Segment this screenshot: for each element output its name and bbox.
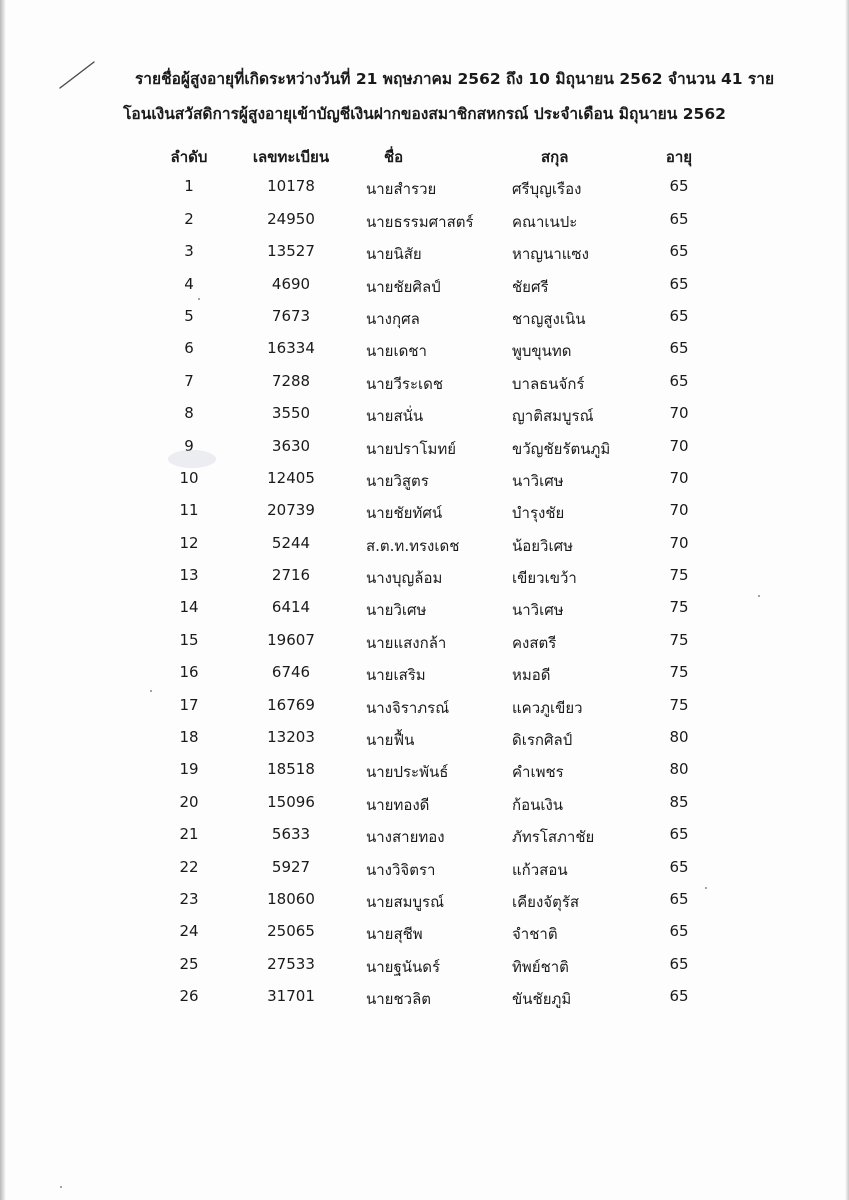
cell-surname: นาวิเศษ xyxy=(512,601,564,620)
cell-surname: คงสตรี xyxy=(512,633,557,652)
cell-age: 65 xyxy=(669,954,689,973)
cell-name: นายแสงกล้า xyxy=(366,633,447,652)
document-title-line-2: โอนเงินสวัสดิการผู้สูงอายุเข้าบัญชีเงินฝากของสมาชิกสหกรณ์ ประจำเดือน มิถุนายน 2562 xyxy=(123,105,726,123)
cell-name: นายสมบูรณ์ xyxy=(366,892,445,911)
elderly-list-table xyxy=(0,145,849,1020)
cell-age: 65 xyxy=(669,987,689,1006)
cell-name: นายวีระเดช xyxy=(366,374,444,393)
cell-surname: ทิพย์ชาติ xyxy=(512,957,569,976)
table-row xyxy=(0,501,849,533)
cell-name: นายชัยทัศน์ xyxy=(366,504,443,523)
cell-name: นายธรรมศาสตร์ xyxy=(366,212,474,231)
column-header-age: อายุ xyxy=(665,148,693,166)
cell-age: 70 xyxy=(669,404,689,423)
table-row xyxy=(0,210,849,242)
table-row xyxy=(0,404,849,436)
table-row xyxy=(0,728,849,760)
table-row xyxy=(0,825,849,857)
cell-no: 13 xyxy=(179,566,199,585)
document-title-line-1: รายชื่อผู้สูงอายุที่เกิดระหว่างวันที่ 21 พฤษภาคม 2562 ถึง 10 มิถุนายน 2562 จำนวน 41 ราย xyxy=(134,70,775,88)
cell-reg: 12405 xyxy=(267,468,315,487)
cell-name: ส.ต.ท.ทรงเดช xyxy=(366,536,460,555)
scan-smudge xyxy=(168,450,216,468)
cell-no: 26 xyxy=(179,987,199,1006)
cell-surname: หาญนาแซง xyxy=(512,245,589,264)
cell-no: 21 xyxy=(179,825,199,844)
table-row xyxy=(0,598,849,630)
cell-name: นายประพันธ์ xyxy=(366,763,449,782)
cell-surname: คณาเนปะ xyxy=(512,212,578,231)
cell-surname: เคียงจัตุรัส xyxy=(512,892,580,911)
cell-name: นายทองดี xyxy=(366,795,430,814)
table-row xyxy=(0,275,849,307)
cell-no: 16 xyxy=(179,663,199,682)
scan-speck xyxy=(705,887,707,889)
cell-no: 18 xyxy=(179,728,199,747)
table-row xyxy=(0,566,849,598)
cell-name: นายปราโมทย์ xyxy=(366,439,457,458)
table-row xyxy=(0,339,849,371)
cell-reg: 24950 xyxy=(267,209,315,228)
cell-reg: 10178 xyxy=(267,177,315,196)
cell-reg: 5244 xyxy=(271,533,311,552)
table-row xyxy=(0,858,849,890)
cell-reg: 18518 xyxy=(267,760,315,779)
cell-reg: 6414 xyxy=(271,598,311,617)
column-header-name: ชื่อ xyxy=(384,148,404,166)
cell-surname: หมอดี xyxy=(512,666,551,685)
cell-reg: 5633 xyxy=(271,825,311,844)
cell-name: นายชัยศิลป์ xyxy=(366,277,441,296)
cell-no: 23 xyxy=(179,889,199,908)
cell-no: 14 xyxy=(179,598,199,617)
table-row xyxy=(0,663,849,695)
cell-age: 65 xyxy=(669,889,689,908)
cell-surname: คำเพชร xyxy=(512,763,564,782)
column-header-surname: สกุล xyxy=(541,148,569,166)
cell-age: 65 xyxy=(669,209,689,228)
cell-surname: แควภูเขียว xyxy=(512,698,583,717)
table-row xyxy=(0,242,849,274)
cell-name: นายสนั่น xyxy=(366,407,424,426)
cell-name: นางบุญล้อม xyxy=(366,569,443,588)
table-row xyxy=(0,793,849,825)
cell-name: นายเดชา xyxy=(366,342,427,361)
table-row xyxy=(0,307,849,339)
cell-reg: 20739 xyxy=(267,501,315,520)
scan-speck xyxy=(150,690,152,692)
cell-age: 75 xyxy=(669,695,689,714)
cell-no: 17 xyxy=(179,695,199,714)
cell-age: 70 xyxy=(669,501,689,520)
table-row xyxy=(0,890,849,922)
cell-no: 8 xyxy=(184,404,194,423)
cell-no: 20 xyxy=(179,792,199,811)
cell-no: 3 xyxy=(184,242,194,261)
cell-reg: 7288 xyxy=(271,371,311,390)
column-header-no: ลำดับ xyxy=(170,148,208,166)
cell-age: 70 xyxy=(669,436,689,455)
cell-name: นายชวลิต xyxy=(366,990,432,1009)
cell-reg: 16334 xyxy=(267,339,315,358)
table-row xyxy=(0,631,849,663)
cell-age: 65 xyxy=(669,922,689,941)
cell-name: นางจิราภรณ์ xyxy=(366,698,450,717)
cell-age: 65 xyxy=(669,857,689,876)
cell-reg: 7673 xyxy=(271,306,311,325)
cell-reg: 27533 xyxy=(267,954,315,973)
cell-age: 75 xyxy=(669,630,689,649)
table-row xyxy=(0,922,849,954)
cell-reg: 6746 xyxy=(271,663,311,682)
table-row xyxy=(0,437,849,469)
cell-surname: ชัยศรี xyxy=(512,277,549,296)
cell-name: นายสำรวย xyxy=(366,180,437,199)
cell-name: นายเสริม xyxy=(366,666,426,685)
cell-reg: 25065 xyxy=(267,922,315,941)
cell-age: 70 xyxy=(669,533,689,552)
cell-age: 65 xyxy=(669,274,689,293)
cell-name: นางกุศล xyxy=(366,309,420,328)
cell-name: นายวิสูตร xyxy=(366,471,429,490)
cell-no: 19 xyxy=(179,760,199,779)
cell-surname: บาลธนจักร์ xyxy=(512,374,585,393)
cell-reg: 2716 xyxy=(271,566,311,585)
cell-name: นายสุชีพ xyxy=(366,925,423,944)
cell-age: 65 xyxy=(669,825,689,844)
cell-reg: 3630 xyxy=(271,436,311,455)
cell-name: นายฟื้น xyxy=(366,731,415,750)
cell-reg: 13203 xyxy=(267,728,315,747)
cell-name: นายนิสัย xyxy=(366,245,422,264)
cell-surname: ก้อนเงิน xyxy=(512,795,564,814)
table-row xyxy=(0,469,849,501)
cell-no: 11 xyxy=(179,501,199,520)
cell-age: 80 xyxy=(669,760,689,779)
table-row xyxy=(0,760,849,792)
cell-surname: เขียวเขว้า xyxy=(512,569,577,588)
table-header-row xyxy=(0,145,849,177)
cell-no: 5 xyxy=(184,306,194,325)
cell-age: 65 xyxy=(669,371,689,390)
cell-reg: 15096 xyxy=(267,792,315,811)
cell-surname: ขันชัยภูมิ xyxy=(512,990,572,1009)
cell-no: 10 xyxy=(179,468,199,487)
cell-surname: นาวิเศษ xyxy=(512,471,564,490)
table-row xyxy=(0,372,849,404)
cell-surname: ชาญสูงเนิน xyxy=(512,309,586,328)
table-row xyxy=(0,534,849,566)
cell-no: 1 xyxy=(184,177,194,196)
cell-age: 65 xyxy=(669,242,689,261)
column-header-reg: เลขทะเบียน xyxy=(252,148,330,166)
cell-no: 22 xyxy=(179,857,199,876)
cell-surname: น้อยวิเศษ xyxy=(512,536,574,555)
cell-age: 75 xyxy=(669,566,689,585)
cell-age: 75 xyxy=(669,663,689,682)
cell-age: 85 xyxy=(669,792,689,811)
cell-surname: ภัทรโสภาชัย xyxy=(512,828,595,847)
cell-no: 7 xyxy=(184,371,194,390)
cell-reg: 16769 xyxy=(267,695,315,714)
cell-reg: 4690 xyxy=(271,274,311,293)
cell-reg: 3550 xyxy=(271,404,311,423)
table-row xyxy=(0,987,849,1019)
cell-no: 6 xyxy=(184,339,194,358)
cell-name: นางวิจิตรา xyxy=(366,860,436,879)
cell-name: นางสายทอง xyxy=(366,828,445,847)
cell-surname: บำรุงชัย xyxy=(512,504,565,523)
cell-surname: แก้วสอน xyxy=(512,860,568,879)
cell-age: 80 xyxy=(669,728,689,747)
cell-no: 12 xyxy=(179,533,199,552)
table-row xyxy=(0,177,849,209)
scan-speck xyxy=(758,595,760,597)
cell-no: 9 xyxy=(184,436,194,455)
cell-no: 15 xyxy=(179,630,199,649)
table-row xyxy=(0,955,849,987)
cell-reg: 13527 xyxy=(267,242,315,261)
cell-no: 24 xyxy=(179,922,199,941)
cell-no: 4 xyxy=(184,274,194,293)
table-body xyxy=(0,177,849,1019)
cell-age: 65 xyxy=(669,339,689,358)
cell-surname: ศรีบุญเรือง xyxy=(512,180,582,199)
scan-speck xyxy=(198,298,200,300)
cell-age: 75 xyxy=(669,598,689,617)
table-row xyxy=(0,696,849,728)
cell-no: 2 xyxy=(184,209,194,228)
cell-name: นายฐนันดร์ xyxy=(366,957,441,976)
cell-name: นายวิเศษ xyxy=(366,601,427,620)
cell-surname: จำชาติ xyxy=(512,925,558,944)
cell-surname: ดิเรกศิลป์ xyxy=(512,731,573,750)
cell-reg: 18060 xyxy=(267,889,315,908)
cell-reg: 5927 xyxy=(271,857,311,876)
cell-no: 25 xyxy=(179,954,199,973)
cell-age: 65 xyxy=(669,306,689,325)
cell-reg: 31701 xyxy=(267,987,315,1006)
scan-speck xyxy=(60,1186,62,1188)
cell-age: 70 xyxy=(669,468,689,487)
cell-surname: ขวัญชัยรัตนภูมิ xyxy=(512,439,611,458)
cell-reg: 19607 xyxy=(267,630,315,649)
cell-surname: พูบขุนทด xyxy=(512,342,572,361)
cell-surname: ญาติสมบูรณ์ xyxy=(512,407,594,426)
cell-age: 65 xyxy=(669,177,689,196)
